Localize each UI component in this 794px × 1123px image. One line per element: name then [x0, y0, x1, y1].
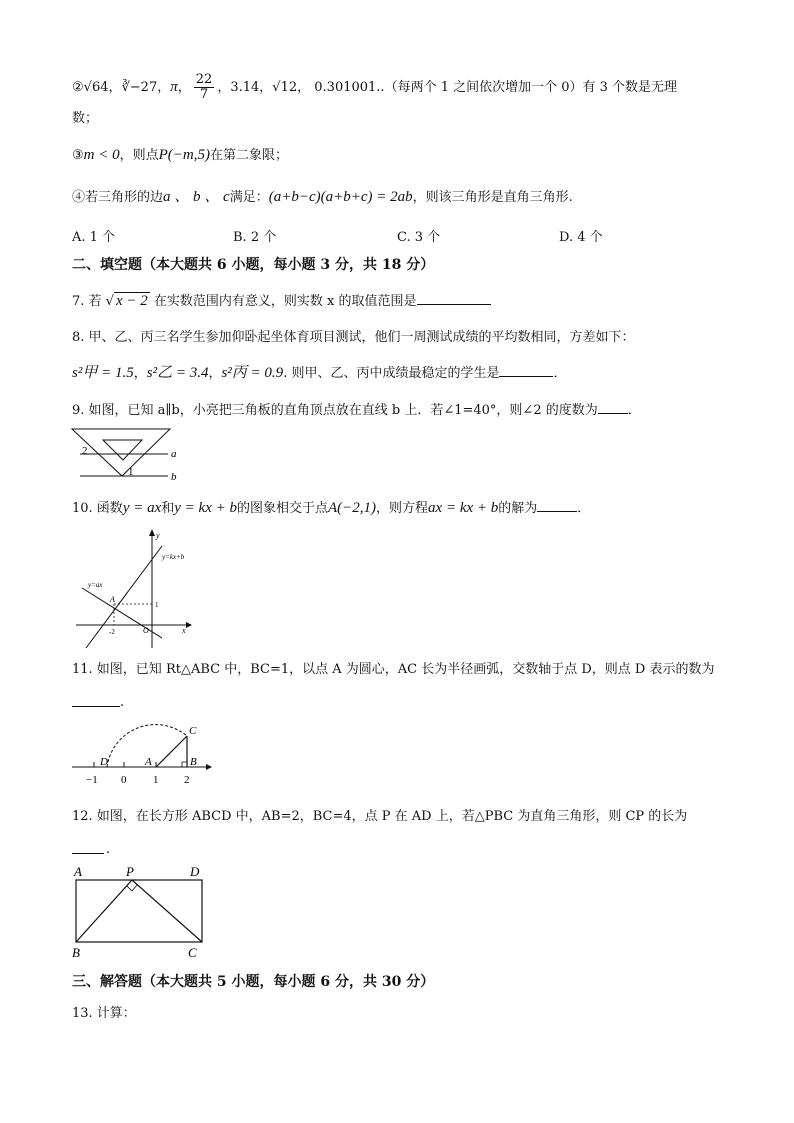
- line-ax: [82, 588, 162, 638]
- q8-tail: . 则甲、乙、丙中成绩最稳定的学生是: [283, 366, 500, 381]
- sqrt-12: √12: [272, 80, 298, 95]
- label-d: D: [190, 864, 200, 879]
- label-d: D: [100, 756, 108, 768]
- q10-point: A(−2,1): [328, 500, 377, 516]
- q9: 9. 如图，已知 a∥b，小亮把三角板的直角顶点放在直线 b 上．若∠1=40°，则∠2 的度数为 ．: [72, 403, 641, 418]
- q6-item2: ②√64，∛−27，π， $\frac{22}{7}$ ，3.14，√12， 0.301001..（每两个 1 之间依次增加一个 0）有 3 个数是无理: [72, 72, 678, 102]
- option-c: C. 3 个: [397, 230, 441, 245]
- q9-figure: [68, 424, 188, 486]
- label-p: P: [126, 864, 134, 879]
- label-a: A: [74, 864, 82, 879]
- q7: 7. 若 √ x − 2 在实数范围内有意义，则实数 x 的取值范围是: [72, 292, 491, 311]
- q13: 13. 计算：: [72, 1006, 136, 1021]
- y-label: y: [156, 531, 160, 540]
- rectangle-abcd: [76, 880, 202, 942]
- line-ax-label: y=ax: [88, 581, 103, 589]
- num-repeating: 0.301001..: [314, 80, 385, 95]
- item4-text-b: 满足：: [229, 190, 269, 205]
- pi: π: [170, 79, 178, 95]
- q11-answer-blank: [72, 694, 120, 707]
- label-b: B: [72, 945, 80, 960]
- q9-answer-blank: [598, 401, 628, 414]
- right-angle-mark: [182, 762, 187, 767]
- q10-text-a: 10. 函数: [72, 501, 123, 516]
- q11-period: .: [120, 695, 125, 710]
- q10-text-b: 和: [161, 501, 175, 516]
- line-kx-b-label: y=kx+b: [162, 553, 185, 561]
- angle-2-label: 2: [82, 445, 88, 457]
- segment-pb: [76, 880, 132, 942]
- option-d: D. 4 个: [559, 230, 603, 245]
- item4-vars: a 、 b 、 c: [163, 189, 230, 205]
- q10-answer-blank: [537, 499, 577, 512]
- cbrt-neg27: ∛−27: [121, 80, 158, 95]
- item3-tail: 在第二象限；: [210, 148, 289, 163]
- sqrt-64: √64: [83, 80, 109, 95]
- q12-period: .: [106, 842, 111, 857]
- q7-num: 7. 若: [72, 294, 102, 309]
- q8-line1: 8. 甲、乙、丙三名学生参加仰卧起坐体育项目测试，他们一周测试成绩的平均数相同，方差如下：: [72, 330, 635, 345]
- variance-jia: s²甲 = 1.5: [72, 365, 134, 381]
- line-kx-b: [86, 546, 162, 648]
- q10-func1: y = ax: [122, 500, 162, 516]
- origin-label: O: [143, 626, 149, 635]
- tick-1-label: 1: [155, 601, 159, 609]
- section-3-title: 三、解答题（本大题共 5 小题，每小题 6 分，共 30 分）: [72, 974, 435, 990]
- y-axis-arrow: [149, 529, 155, 536]
- q10-func2: y = kx + b: [174, 500, 237, 516]
- q9-text: 9. 如图，已知 a∥b，小亮把三角板的直角顶点放在直线 b 上．若∠1=40°，则∠2 的度数为: [72, 403, 598, 418]
- number-line-arrow: [206, 764, 212, 770]
- item4-tail: ，则该三角形是直角三角形.: [412, 190, 573, 205]
- option-a: A. 1 个: [72, 230, 116, 245]
- label-c: C: [189, 725, 197, 737]
- tick-label-2: 2: [184, 774, 190, 786]
- item2-tail: （每两个 1 之间依次增加一个 0）有 3 个数是无理: [384, 80, 678, 95]
- item4-text-a: ④若三角形的边: [72, 190, 164, 205]
- label-c: C: [188, 945, 197, 960]
- q10-text-e: 的解为: [498, 501, 538, 516]
- cond-m: m < 0: [83, 147, 120, 163]
- q12-answer-blank: [72, 841, 104, 854]
- x-axis-arrow: [186, 622, 192, 628]
- q11-figure: [72, 720, 212, 788]
- q8-answer-blank: [499, 364, 553, 377]
- q6-item2-cont: 数；: [72, 111, 99, 126]
- label-b: B: [190, 756, 197, 768]
- tick-label-0: 0: [121, 774, 127, 786]
- fraction-22-7: [194, 73, 215, 102]
- label-a: a: [171, 448, 177, 460]
- fraction-numerator: 22: [195, 72, 213, 87]
- x-label: x: [182, 626, 186, 635]
- item3-text: ，则点: [119, 148, 159, 163]
- q12-figure: [70, 862, 210, 960]
- q10-figure: [76, 528, 196, 650]
- right-angle-mark: [127, 885, 137, 891]
- q7-answer-blank: [417, 292, 491, 305]
- section-2-title: 二、填空题（本大题共 6 小题，每小题 3 分，共 18 分）: [72, 257, 435, 273]
- segment-pc: [132, 880, 202, 942]
- q10-equation: ax = kx + b: [428, 500, 499, 516]
- item4-equation: (a+b−c)(a+b+c) = 2ab: [268, 189, 413, 205]
- num-3-14: 3.14: [230, 80, 260, 95]
- option-b: B. 2 个: [233, 230, 277, 245]
- q6-item4: [72, 188, 573, 207]
- q10: 10. 函数y = ax和y = kx + b的图象相交于点A(−2,1)，则方程ax = kx + b的解为 ．: [72, 500, 591, 516]
- variance-yi: s²乙 = 3.4: [146, 365, 209, 381]
- angle-1-label: 1: [128, 466, 134, 478]
- tick-neg2-label: -2: [109, 628, 115, 636]
- item-marker: ②: [72, 80, 84, 95]
- q12: 12. 如图，在长方形 ABCD 中，AB=2，BC=4，点 P 在 AD 上，若△PBC 为直角三角形，则 CP 的长为: [72, 809, 688, 824]
- tick-label-neg1: −1: [86, 774, 98, 786]
- q10-text-c: 的图象相交于点: [236, 501, 328, 516]
- point-p: P(−m,5): [158, 147, 210, 163]
- item3-marker: ③: [72, 148, 84, 163]
- q6-item3: [72, 146, 288, 165]
- label-b: b: [171, 471, 177, 483]
- variance-bing: s²丙 = 0.9: [221, 365, 284, 381]
- q11: 11. 如图，已知 Rt△ABC 中，BC=1，以点 A 为圆心，AC 长为半径画弧，交数轴于点 D，则点 D 表示的数为: [72, 662, 715, 677]
- q10-text-d: ，则方程: [376, 501, 429, 516]
- tick-label-1: 1: [153, 774, 159, 786]
- label-a: A: [145, 756, 152, 768]
- point-a-label: A: [110, 595, 115, 604]
- triangle-board-inner: [103, 440, 142, 460]
- fraction-denominator: 7: [199, 87, 209, 102]
- q8-line2: s²甲 = 1.5，s²乙 = 3.4，s²丙 = 0.9. 则甲、乙、丙中成绩最稳定的学生是 ．: [72, 365, 567, 381]
- q7-text: 在实数范围内有意义，则实数 x 的取值范围是: [153, 294, 417, 309]
- q7-radicand: x − 2: [115, 293, 148, 309]
